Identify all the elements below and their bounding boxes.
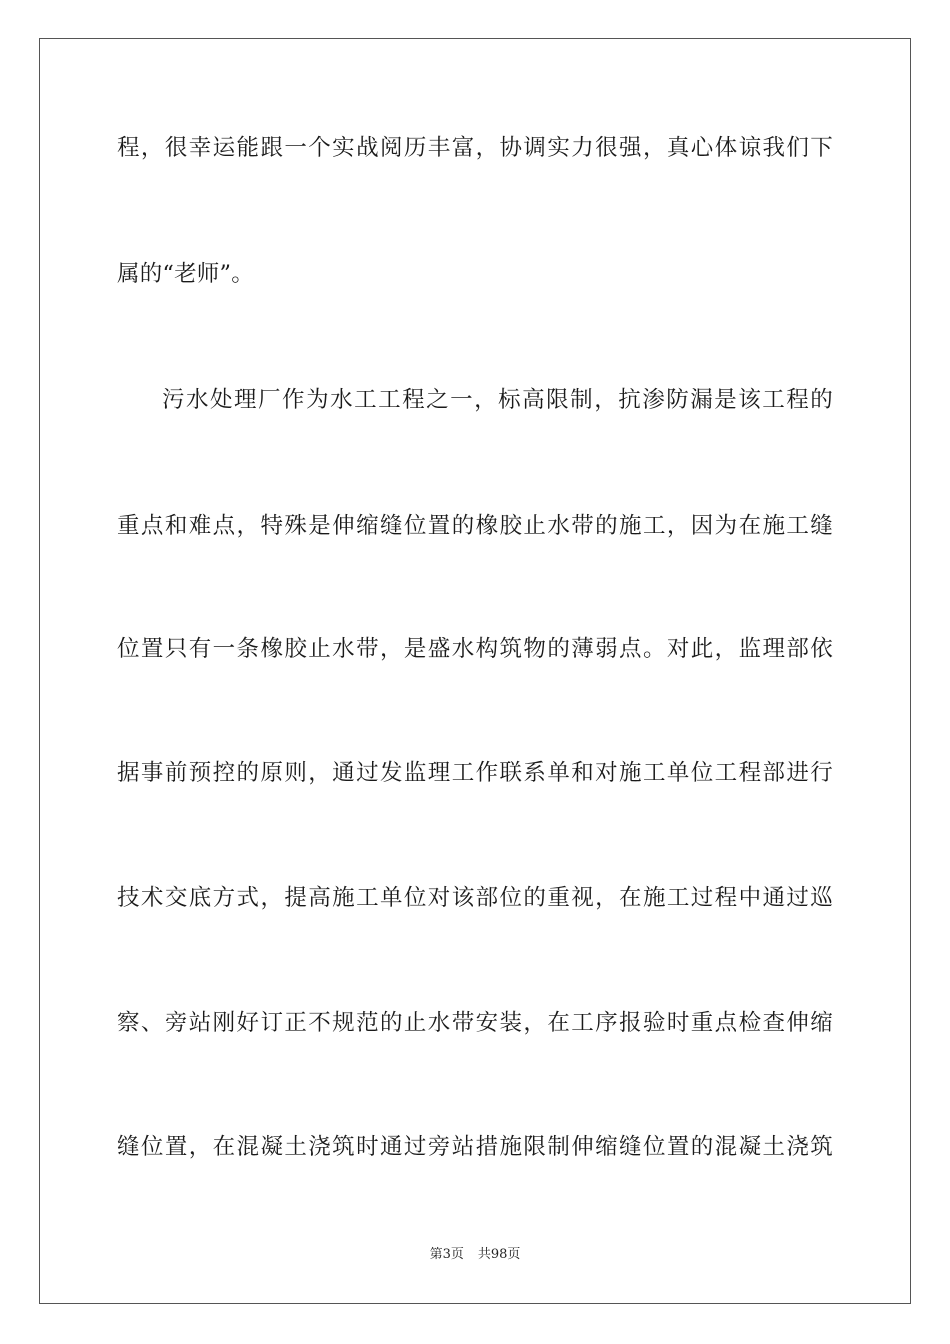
text-line-3: 污水处理厂作为水工工程之一，标高限制，抗渗防漏是该工程的 [162,387,833,413]
text-line-8: 察、旁站刚好订正不规范的止水带安装，在工序报验时重点检查伸缩 [117,1010,833,1036]
page-border [39,38,911,1304]
page-footer [0,1246,950,1264]
page-number: 第3页 [429,1247,464,1262]
text-line-5: 位置只有一条橡胶止水带，是盛水构筑物的薄弱点。对此，监理部依 [117,636,833,662]
text-line-1: 程，很幸运能跟一个实战阅历丰富，协调实力很强，真心体谅我们下 [117,135,833,161]
text-line-2: 属的“老师”。 [117,261,254,287]
text-line-7: 技术交底方式，提高施工单位对该部位的重视，在施工过程中通过巡 [117,885,833,911]
text-line-6: 据事前预控的原则，通过发监理工作联系单和对施工单位工程部进行 [117,760,833,786]
text-line-9: 缝位置，在混凝土浇筑时通过旁站措施限制伸缩缝位置的混凝土浇筑 [117,1134,833,1160]
total-pages: 共98页 [477,1247,521,1262]
text-line-4: 重点和难点，特殊是伸缩缝位置的橡胶止水带的施工，因为在施工缝 [117,513,833,539]
